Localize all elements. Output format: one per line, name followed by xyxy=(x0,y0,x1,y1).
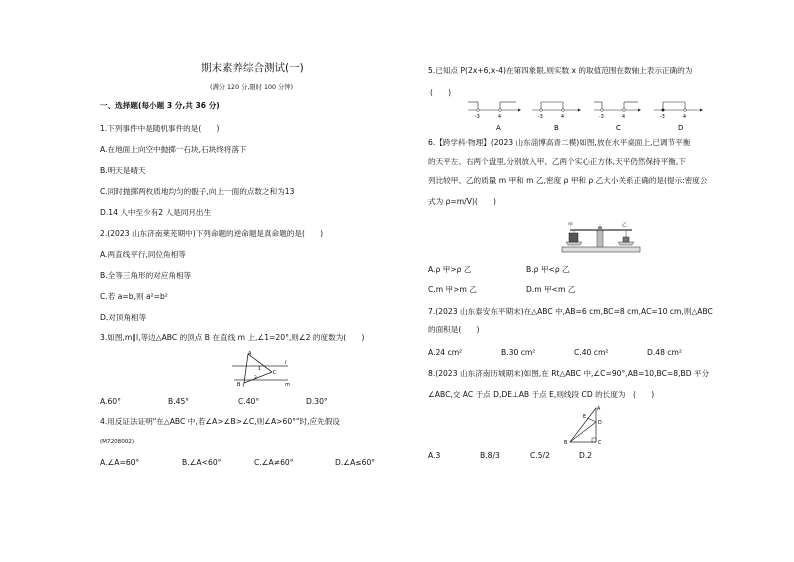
q6-option-a: A.ρ 甲>ρ 乙 xyxy=(428,265,472,274)
q2-stem: 2.(2023 山东济南莱芜期中)下列命题的逆命题是真命题的是( ) xyxy=(100,229,324,238)
q6-option-d: D.m 甲<m 乙 xyxy=(526,285,576,294)
q4-code: (M7208002) xyxy=(100,439,135,445)
q4-option-a: A.∠A=60° xyxy=(100,458,140,467)
q6-line-1: 6.【跨学科·物理】(2023 山东淄博高青二模)如图,放在水平桌面上,已调节平衡 xyxy=(428,138,691,147)
q8-figure xyxy=(560,404,610,446)
balance-scale-figure xyxy=(560,216,642,254)
q8-option-d: D.2 xyxy=(579,451,593,460)
svg-text:l: l xyxy=(285,360,287,366)
q8-line-1: 8.(2023 山东济南历城期末)如图,在 Rt△ABC 中,∠C=90°,AB=10,BC=8,BD 平分 xyxy=(428,369,710,378)
q1-option-a: A.在地面上向空中抛掷一石块,石块终将落下 xyxy=(100,145,247,154)
q8-label-a: A xyxy=(597,407,601,412)
q2-option-d: D.对顶角相等 xyxy=(100,313,147,322)
q5d-tick-1: -3 xyxy=(660,115,665,120)
q8-option-b: B.8/3 xyxy=(480,451,500,460)
q6-line-4: 式为 ρ=m/V)( ) xyxy=(428,197,497,206)
q4-option-d: D.∠A≤60° xyxy=(335,458,376,467)
q6-option-b: B.ρ 甲<ρ 乙 xyxy=(526,265,570,274)
q5-numberline-b xyxy=(532,102,581,132)
q8-label-e: E xyxy=(583,415,587,420)
q8-option-a: A.3 xyxy=(428,451,441,460)
fig-label-yi: 乙 xyxy=(622,223,627,228)
q5d-tick-2: 4 xyxy=(683,115,687,120)
q6-line-2: 的天平左、右两个盘里,分别放入甲、乙两个实心正方体,天平仍然保持平衡,下 xyxy=(428,157,686,166)
q5-paren: ( ) xyxy=(430,88,452,97)
q4-stem: 4.用反证法证明"在△ABC 中,若∠A>∠B>∠C,则∠A>60°"时,应先假设 xyxy=(100,417,340,426)
q1-stem: 1.下列事件中是随机事件的是( ) xyxy=(100,124,220,133)
q3-option-a: A.60° xyxy=(100,397,121,406)
q4-option-b: B.∠A<60° xyxy=(182,458,222,467)
q5-number-lines xyxy=(466,98,726,132)
svg-text:B: B xyxy=(237,382,241,388)
q7-line-1: 7.(2023 山东泰安东平期末)在△ABC 中,AB=6 cm,BC=8 cm,AC=10 cm,则△ABC xyxy=(428,307,713,316)
q6-option-c: C.m 甲>m 乙 xyxy=(428,285,477,294)
q5-numberline-c xyxy=(594,102,641,132)
q7-line-2: 的面积是( ) xyxy=(428,325,480,334)
q5b-tick-2: 4 xyxy=(561,115,565,120)
q8-label-b: B xyxy=(564,441,568,446)
q5c-tick-2: 4 xyxy=(622,115,626,120)
q5b-label: B xyxy=(554,124,559,132)
section-heading: 一、选择题(每小题 3 分,共 36 分) xyxy=(100,101,220,110)
q8-option-c: C.5/2 xyxy=(530,451,550,460)
q7-option-d: D.48 cm² xyxy=(647,348,682,357)
q7-option-c: C.40 cm² xyxy=(574,348,609,357)
q5a-label: A xyxy=(496,124,501,132)
page-subtitle: (满分 120 分,限时 100 分钟) xyxy=(210,84,294,91)
q8-line-2: ∠ABC,交 AC 于点 D,DE⊥AB 于点 E,则线段 CD 的长度为 ( ) xyxy=(428,390,655,399)
fig-label-jia: 甲 xyxy=(568,223,573,228)
svg-text:m: m xyxy=(285,382,290,388)
q5c-label: C xyxy=(616,124,621,132)
svg-text:1: 1 xyxy=(258,367,261,372)
q5d-label: D xyxy=(678,124,684,132)
svg-text:C: C xyxy=(273,370,277,376)
q6-line-3: 列比较甲、乙的质量 m 甲和 m 乙,密度 ρ 甲和 ρ 乙大小关系正确的是(提示:密度公 xyxy=(428,176,708,185)
q5a-tick-1: -3 xyxy=(475,115,480,120)
q3-option-c: C.40° xyxy=(238,397,260,406)
q3-stem: 3.如图,m∥l,等边△ABC 的顶点 B 在直线 m 上,∠1=20°,则∠2 的度数为( ) xyxy=(100,333,365,342)
q1-option-b: B.明天是晴天 xyxy=(100,166,146,175)
svg-text:2: 2 xyxy=(254,376,257,381)
q1-option-d: D.14 人中至少有2 人是同月出生 xyxy=(100,208,212,217)
q7-option-a: A.24 cm² xyxy=(428,348,463,357)
q1-option-c: C.同时抛掷两枚质地均匀的骰子,向上一面的点数之和为13 xyxy=(100,187,295,196)
q5-numberline-a xyxy=(468,102,521,132)
q8-label-d: D xyxy=(598,421,602,426)
q5-numberline-d xyxy=(654,102,703,132)
q7-option-b: B.30 cm² xyxy=(501,348,536,357)
q3-option-b: B.45° xyxy=(168,397,190,406)
q4-option-c: C.∠A≠60° xyxy=(254,458,294,467)
q5a-tick-2: 4 xyxy=(498,115,502,120)
q3-figure xyxy=(232,350,290,388)
q8-label-c: C xyxy=(598,441,602,446)
page-title: 期末素养综合测试(一) xyxy=(201,62,304,74)
q2-option-c: C.若 a=b,则 a²=b² xyxy=(100,292,168,301)
svg-text:A: A xyxy=(248,351,252,357)
q2-option-b: B.全等三角形的对应角相等 xyxy=(100,271,192,280)
q5-stem: 5.已知点 P(2x+6,x-4)在第四象限,则实数 x 的取值范围在数轴上表示正确的为 xyxy=(428,66,693,75)
q2-option-a: A.两直线平行,同位角相等 xyxy=(100,250,186,259)
q5c-tick-1: -3 xyxy=(599,115,604,120)
q3-option-d: D.30° xyxy=(306,397,328,406)
q5b-tick-1: -3 xyxy=(538,115,543,120)
